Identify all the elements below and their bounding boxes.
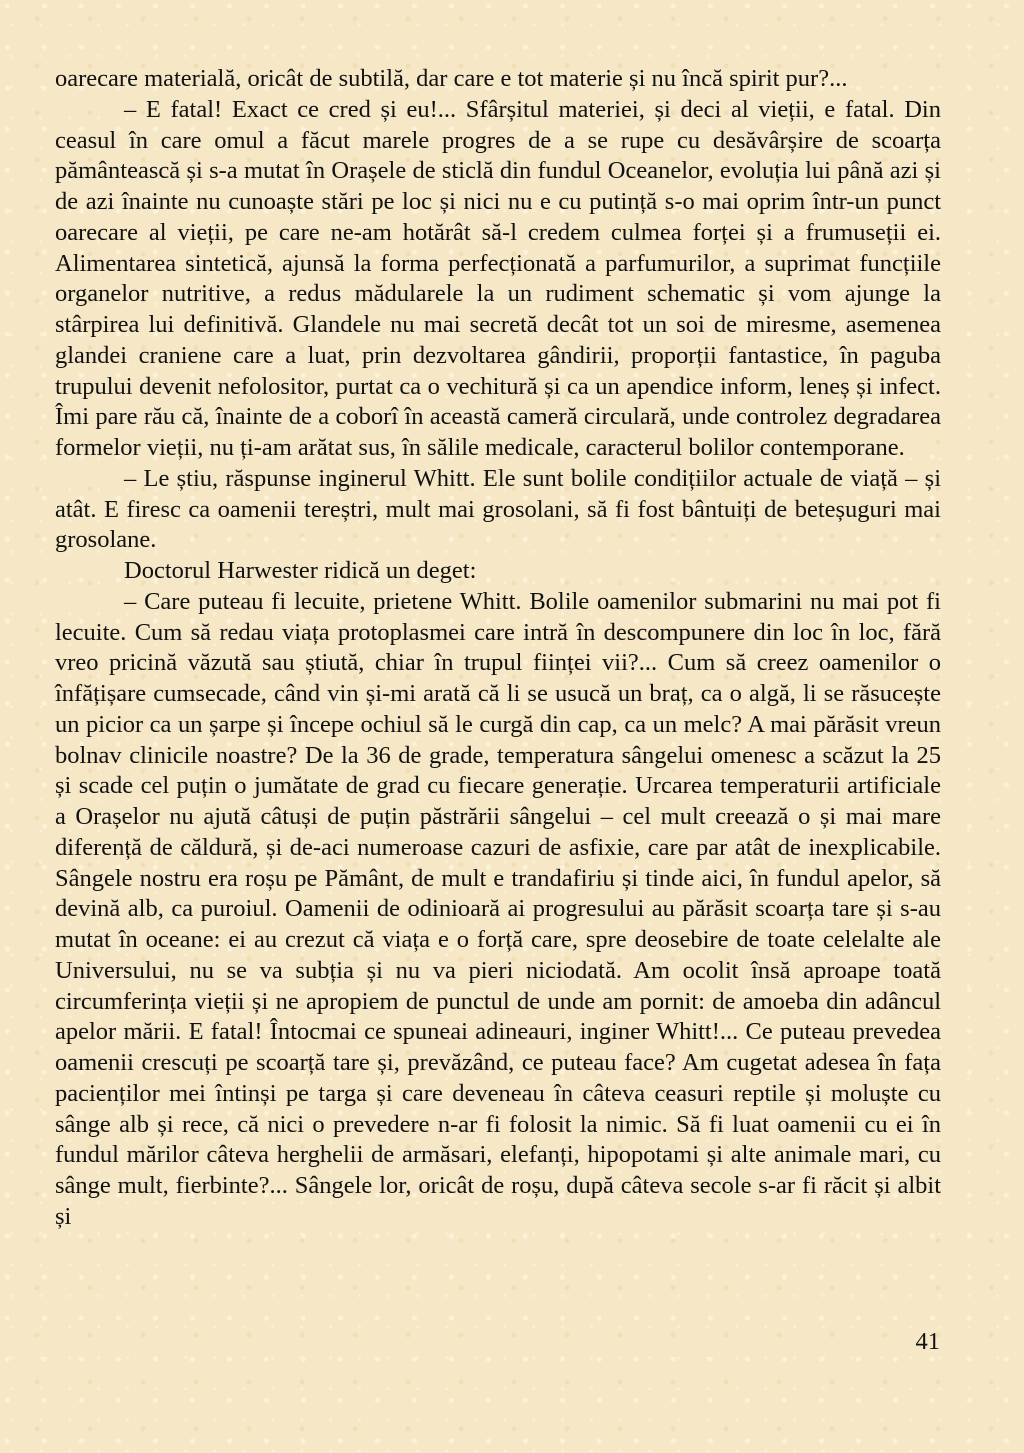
paragraph-continuation: oarecare materială, oricât de subtilă, dar care e tot materie și nu încă spirit pur?... bbox=[55, 65, 848, 92]
paragraph-dialogue-harwester: – E fatal! Exact ce cred și eu!... Sfârșitul materiei, și deci al vieții, e fatal. Din ceasul în care omul a făcut marele progres de a se rupe cu desăvârșire de scoarța pământească și s-a mutat în Orașele de sticlă din fundul Oceanelor, evoluția lui până azi și de azi înainte nu cunoaște stări pe loc și nici nu e cu putință s-o mai oprim într-un punct oarecare al vieții, pe care ne-am hotărât să-l credem culmea forței și a frumuseții ei. Alimentarea sintetică, ajunsă la forma perfecționată a parfumurilor, a suprimat funcțiile organelor nutritive, a redus mădularele la un rudiment schematic și vom ajunge la stârpirea lui definitivă. Glandele nu mai secretă decât tot un soi de miresme, asemenea glandei craniene care a luat, prin dezvoltarea gândirii, proporții fantastice, în paguba trupului devenit nefolositor, purtat ca o vechitură și ca un apendice inform, leneș și infect. Îmi pare rău că, înainte de a coborî în această cameră circulară, unde controlez degradarea formelor vieții, nu ți-am arătat sus, în sălile medicale, caracterul bolilor contemporane. bbox=[55, 95, 941, 461]
page-number: 41 bbox=[915, 1328, 940, 1355]
body-text bbox=[55, 64, 941, 1233]
paragraph-dialogue-whitt: – Le știu, răspunse inginerul Whitt. Ele sunt bolile condițiilor actuale de viață – și atât. E firesc ca oamenii tereștri, mult mai grosolani, să fi fost bântuiți de beteșuguri mai grosolane. bbox=[55, 464, 941, 554]
paragraph-narration: Doctorul Harwester ridică un deget: bbox=[124, 557, 477, 584]
paragraph-dialogue-harwester-reply: – Care puteau fi lecuite, prietene Whitt. Bolile oamenilor submarini nu mai pot fi lecuite. Cum să redau viața protoplasmei care intră în descompunere din loc în loc, fără vreo pricină văzută sau știută, chiar în trupul ființei vii?... Cum să creez oamenilor o înfățișare cumsecade, când vin și-mi arată că li se usucă un braț, ca o algă, li se răsucește un picior ca un șarpe și începe ochiul să le curgă din cap, ca un melc? A mai părăsit vreun bolnav clinicile noastre? De la 36 de grade, temperatura sângelui omenesc a scăzut la 25 și scade cel puțin o jumătate de grad cu fiecare generație. Urcarea temperaturii artificiale a Orașelor nu ajută câtuși de puțin păstrării sângelui – cel mult creează o și mai mare diferență de căldură, și de-aci numeroase cazuri de asfixie, care par atât de inexplicabile. Sângele nostru era roșu pe Pământ, de mult e trandafiriu și tinde aici, în fundul apelor, să devină alb, ca puroiul. Oamenii de odinioară ai progresului au părăsit scoarța tare și s-au mutat în oceane: ei au crezut că viața e o forță care, spre deosebire de toate celelalte ale Universului, nu se va subția și nu va pieri niciodată. Am ocolit însă aproape toată circumferința vieții și ne apropiem de punctul de unde am pornit: de amoeba din adâncul apelor mării. E fatal! Întocmai ce spuneai adineauri, inginer Whitt!... Ce puteau prevedea oamenii crescuți pe scoarță tare și, prevăzând, ce puteau face? Am cugetat adesea în fața pacienților mei întinși pe targa și care deveneau în câteva ceasuri reptile și moluște cu sânge alb și rece, că nici o prevedere n-ar fi folosit la nimic. Să fi luat oamenii cu ei în fundul mărilor câteva herghelii de armăsari, elefanți, hipopotami și alte animale mari, cu sânge mult, fierbinte?... Sângele lor, oricât de roșu, după câteva secole s-ar fi răcit și albit și bbox=[55, 587, 941, 1230]
